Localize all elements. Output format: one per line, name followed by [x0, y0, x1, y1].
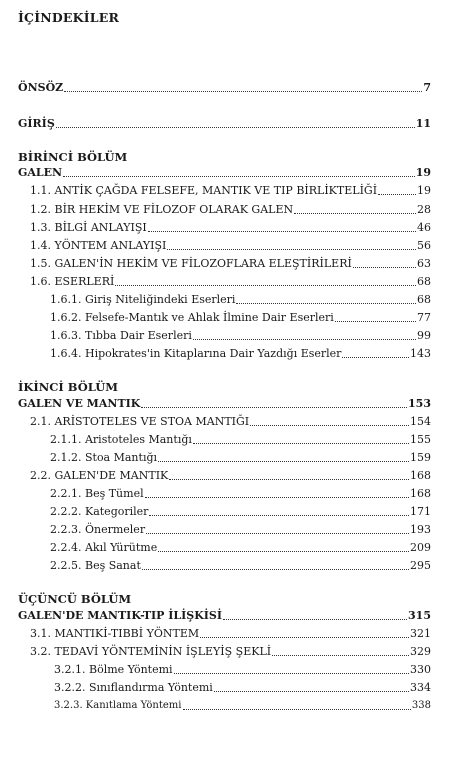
toc-entry-title: 3.1. MANTIKİ-TIBBİ YÖNTEM — [30, 627, 200, 640]
toc-entry-page: 209 — [410, 541, 431, 554]
toc-entry-page: 19 — [415, 166, 431, 179]
toc-entry-title: 2.1.2. Stoa Mantığı — [50, 451, 158, 464]
toc-entry-1-6-1[interactable] — [50, 293, 431, 307]
dot-leader — [250, 415, 409, 429]
toc-entry-page: 171 — [410, 505, 431, 518]
toc-entry-title: GİRİŞ — [18, 117, 55, 130]
toc-entry-page: 159 — [410, 451, 431, 464]
toc-entry-3-2-2[interactable] — [54, 681, 431, 695]
dot-leader — [56, 117, 415, 131]
toc-entry-title: 2.2. GALEN'DE MANTIK — [30, 469, 169, 482]
part-heading-1: BİRİNCİ BÖLÜM — [18, 150, 128, 164]
toc-entry-page: 338 — [411, 700, 431, 711]
toc-entry-page: 63 — [417, 257, 431, 270]
toc-entry-page: 28 — [417, 203, 431, 216]
toc-entry-page: 321 — [410, 627, 431, 640]
dot-leader — [223, 609, 407, 623]
toc-entry-page: 193 — [410, 523, 431, 536]
toc-entry-page: 46 — [417, 221, 431, 234]
toc-entry-title: ÖNSÖZ — [18, 81, 64, 94]
dot-leader — [142, 559, 409, 573]
dot-leader — [167, 239, 416, 253]
toc-entry-title: GALEN'DE MANTIK-TIP İLİŞKİSİ — [18, 609, 223, 622]
toc-entry-title: 1.6.1. Giriş Niteliğindeki Eserleri — [50, 293, 236, 306]
toc-entry-2-1-2[interactable] — [50, 451, 431, 465]
dot-leader — [353, 257, 416, 271]
toc-entry-page: 153 — [408, 397, 431, 410]
toc-entry-title: 2.2.3. Önermeler — [50, 523, 146, 536]
toc-entry-2-2-2[interactable] — [50, 505, 431, 519]
part-heading-3: ÜÇÜNCÜ BÖLÜM — [18, 592, 132, 606]
toc-entry-title: 2.2.1. Beş Tümel — [50, 487, 144, 500]
toc-entry-page: 68 — [417, 293, 431, 306]
toc-entry-1-1[interactable] — [30, 184, 431, 198]
toc-entry-page: 315 — [408, 609, 431, 622]
toc-entry-title: 1.2. BİR HEKİM VE FİLOZOF OLARAK GALEN — [30, 203, 294, 216]
toc-entry-page: 99 — [417, 329, 431, 342]
dot-leader — [294, 203, 416, 217]
toc-entry-onsoz[interactable] — [18, 81, 431, 95]
dot-leader — [183, 699, 411, 713]
toc-entry-1-6-2[interactable] — [50, 311, 431, 325]
dot-leader — [378, 184, 416, 198]
dot-leader — [148, 221, 416, 235]
toc-entry-title: GALEN VE MANTIK — [18, 397, 141, 410]
toc-entry-page: 68 — [417, 275, 431, 288]
toc-entry-1-2[interactable] — [30, 203, 431, 217]
dot-leader — [236, 293, 416, 307]
toc-entry-3-1[interactable] — [30, 627, 431, 641]
toc-entry-title: 1.4. YÖNTEM ANLAYIŞI — [30, 239, 167, 252]
dot-leader — [335, 311, 416, 325]
toc-entry-page: 7 — [423, 81, 431, 94]
dot-leader — [158, 541, 409, 555]
toc-entry-page: 143 — [410, 347, 431, 360]
toc-entry-3-2-3[interactable] — [54, 699, 431, 713]
toc-entry-1-6-4[interactable] — [50, 347, 431, 361]
toc-entry-title: 1.5. GALEN'İN HEKİM VE FİLOZOFLARA ELEŞTİRİLERİ — [30, 257, 352, 270]
toc-entry-title: 3.2. TEDAVİ YÖNTEMİNİN İŞLEYİŞ ŞEKLİ — [30, 645, 272, 658]
toc-entry-2-1-1[interactable] — [50, 433, 431, 447]
dot-leader — [149, 505, 409, 519]
toc-entry-2-1[interactable] — [30, 415, 431, 429]
toc-entry-page: 11 — [415, 117, 431, 130]
toc-entry-title: 1.1. ANTİK ÇAĞDA FELSEFE, MANTIK VE TIP BİRLİKTELİĞİ — [30, 184, 378, 197]
toc-entry-title: 2.2.4. Akıl Yürütme — [50, 541, 158, 554]
toc-entry-page: 19 — [417, 184, 431, 197]
toc-entry-page: 56 — [417, 239, 431, 252]
toc-entry-title: 1.3. BİLGİ ANLAYIŞI — [30, 221, 147, 234]
toc-entry-1-3[interactable] — [30, 221, 431, 235]
dot-leader — [63, 166, 415, 180]
dot-leader — [193, 433, 409, 447]
toc-entry-title: GALEN — [18, 166, 63, 179]
toc-entry-title: 3.2.1. Bölme Yöntemi — [54, 663, 173, 676]
toc-entry-title: 2.2.5. Beş Sanat — [50, 559, 141, 572]
dot-leader — [145, 487, 409, 501]
dot-leader — [146, 523, 409, 537]
toc-entry-title: 2.2.2. Kategoriler — [50, 505, 149, 518]
toc-entry-2-2-1[interactable] — [50, 487, 431, 501]
toc-entry-page: 334 — [410, 681, 431, 694]
toc-entry-title: 3.2.3. Kanıtlama Yöntemi — [54, 700, 182, 711]
toc-entry-page: 330 — [410, 663, 431, 676]
dot-leader — [200, 627, 409, 641]
toc-entry-page: 77 — [417, 311, 431, 324]
toc-entry-2-2-3[interactable] — [50, 523, 431, 537]
toc-entry-page: 154 — [410, 415, 431, 428]
dot-leader — [141, 397, 407, 411]
toc-entry-1-6[interactable] — [30, 275, 431, 289]
dot-leader — [272, 645, 409, 659]
dot-leader — [174, 663, 409, 677]
page-title: İÇİNDEKİLER — [18, 10, 120, 25]
toc-entry-chapter-mantik-tip[interactable] — [18, 609, 431, 623]
dot-leader — [158, 451, 409, 465]
dot-leader — [193, 329, 416, 343]
toc-entry-chapter-galen-mantik[interactable] — [18, 397, 431, 411]
toc-entry-page: 168 — [410, 469, 431, 482]
toc-entry-page: 155 — [410, 433, 431, 446]
toc-entry-title: 1.6.3. Tıbba Dair Eserleri — [50, 329, 192, 342]
toc-entry-chapter-galen[interactable] — [18, 166, 431, 180]
toc-entry-2-2-5[interactable] — [50, 559, 431, 573]
toc-entry-3-2-1[interactable] — [54, 663, 431, 677]
toc-entry-title: 1.6.2. Felsefe-Mantık ve Ahlak İlmine Dair Eserleri — [50, 311, 334, 324]
toc-entry-giris[interactable] — [18, 117, 431, 131]
part-heading-2: İKİNCİ BÖLÜM — [18, 380, 118, 394]
toc-entry-page: 329 — [410, 645, 431, 658]
toc-entry-title: 1.6.4. Hipokrates'in Kitaplarına Dair Yazdığı Eserler — [50, 347, 342, 360]
dot-leader — [115, 275, 416, 289]
toc-entry-1-5[interactable] — [30, 257, 431, 271]
toc-entry-2-2-4[interactable] — [50, 541, 431, 555]
toc-entry-1-4[interactable] — [30, 239, 431, 253]
toc-entry-1-6-3[interactable] — [50, 329, 431, 343]
toc-entry-page: 168 — [410, 487, 431, 500]
toc-entry-2-2[interactable] — [30, 469, 431, 483]
toc-entry-title: 2.1.1. Aristoteles Mantığı — [50, 433, 192, 446]
toc-entry-title: 2.1. ARİSTOTELES VE STOA MANTIĞI — [30, 415, 250, 428]
toc-entry-title: 3.2.2. Sınıflandırma Yöntemi — [54, 681, 213, 694]
toc-entry-3-2[interactable] — [30, 645, 431, 659]
toc-entry-title: 1.6. ESERLERİ — [30, 275, 115, 288]
dot-leader — [342, 347, 409, 361]
dot-leader — [169, 469, 409, 483]
toc-entry-page: 295 — [410, 559, 431, 572]
dot-leader — [64, 81, 422, 95]
dot-leader — [214, 681, 409, 695]
